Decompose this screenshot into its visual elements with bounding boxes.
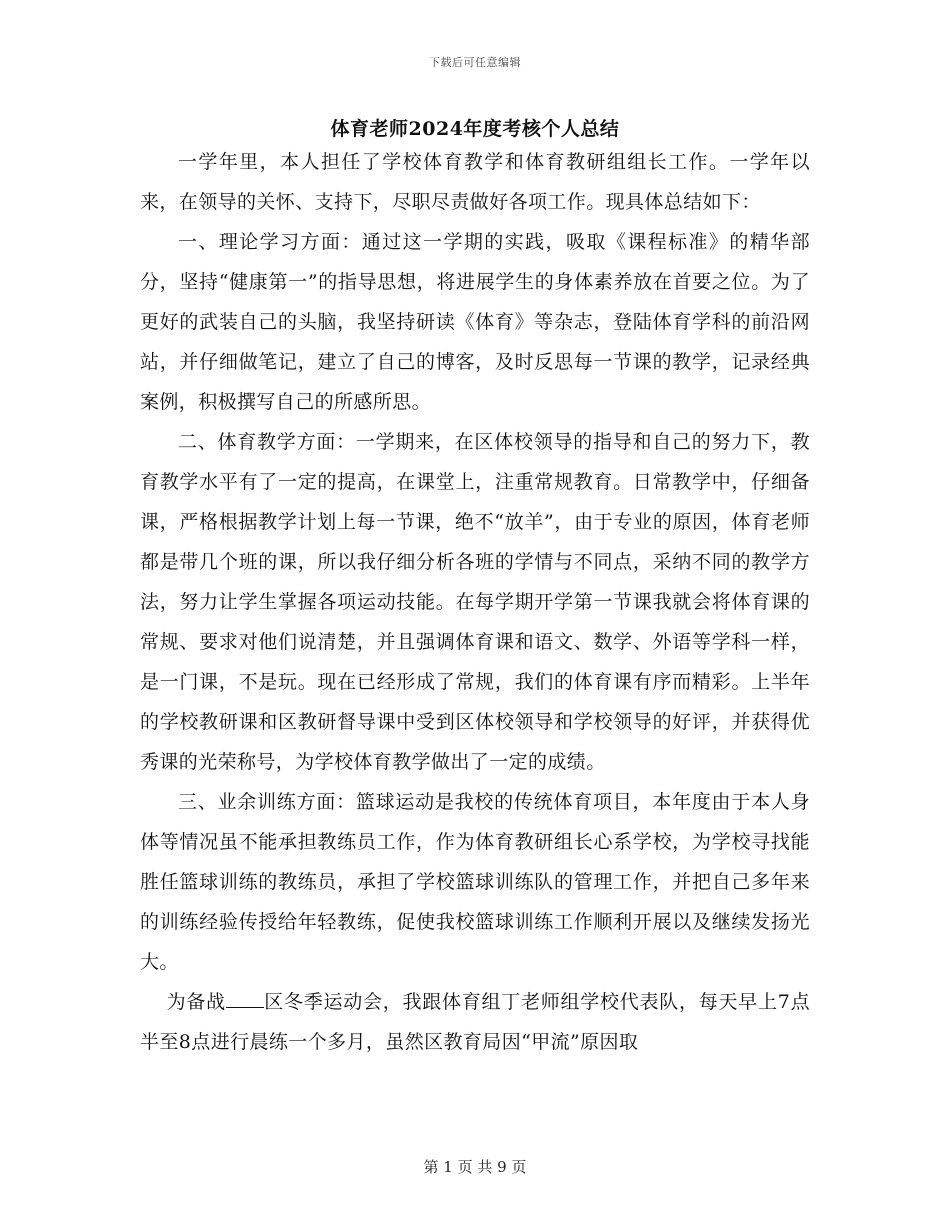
document-body bbox=[140, 142, 810, 1062]
paragraph-pe-teaching: 二、体育教学方面：一学期来，在区体校领导的指导和自己的努力下，教育教学水平有了一定的提高，在课堂上，注重常规教育。日常教学中，仔细备课，严格根据教学计划上每一节课，绝不“放羊”，由于专业的原因，体育老师都是带几个班的课，所以我仔细分析各班的学情与不同点，采纳不同的教学方法，努力让学生掌握各项运动技能。在每学期开学第一节课我就会将体育课的常规、要求对他们说清楚，并且强调体育课和语文、数学、外语等学科一样，是一门课，不是玩。现在已经形成了常规，我们的体育课有序而精彩。上半年的学校教研课和区教研督导课中受到区体校领导和学校领导的好评，并获得优秀课的光荣称号，为学校体育教学做出了一定的成绩。 bbox=[140, 431, 810, 773]
paragraph-winter-games-rest: 区冬季运动会，我跟体育组丁老师组学校代表队，每天早上7点半至8点进行晨练一个多月，虽然区教育局因“甲流”原因取 bbox=[140, 991, 810, 1053]
paragraph-theory-study: 一、理论学习方面：通过这一学期的实践，吸取《课程标准》的精华部分，坚持“健康第一”的指导思想，将进展学生的身体素养放在首要之位。为了更好的武装自己的头脑，我坚持研读《体育》等杂志，登陆体育学科的前沿网站，并仔细做笔记，建立了自己的博客，及时反思每一节课的教学，记录经典案例，积极撰写自己的所感所思。 bbox=[140, 231, 810, 413]
page-number-footer: 第 1 页 共 9 页 bbox=[423, 1158, 527, 1176]
fill-in-blank bbox=[226, 989, 264, 1008]
header-note: 下载后可任意编辑 bbox=[429, 56, 521, 69]
document-title: 体育老师2024年度考核个人总结 bbox=[330, 118, 620, 140]
paragraph-winter-games bbox=[140, 982, 810, 1062]
paragraph-intro: 一学年里，本人担任了学校体育教学和体育教研组组长工作。一学年以来，在领导的关怀、支持下，尽职尽责做好各项工作。现具体总结如下： bbox=[140, 151, 810, 213]
paragraph-winter-games-start: 为备战 bbox=[166, 991, 226, 1013]
paragraph-amateur-training: 三、业余训练方面：篮球运动是我校的传统体育项目，本年度由于本人身体等情况虽不能承担教练员工作，作为体育教研组长心系学校，为学校寻找能胜任篮球训练的教练员，承担了学校篮球训练队的管理工作，并把自己多年来的训练经验传授给年轻教练，促使我校篮球训练工作顺利开展以及继续发扬光大。 bbox=[140, 791, 810, 973]
